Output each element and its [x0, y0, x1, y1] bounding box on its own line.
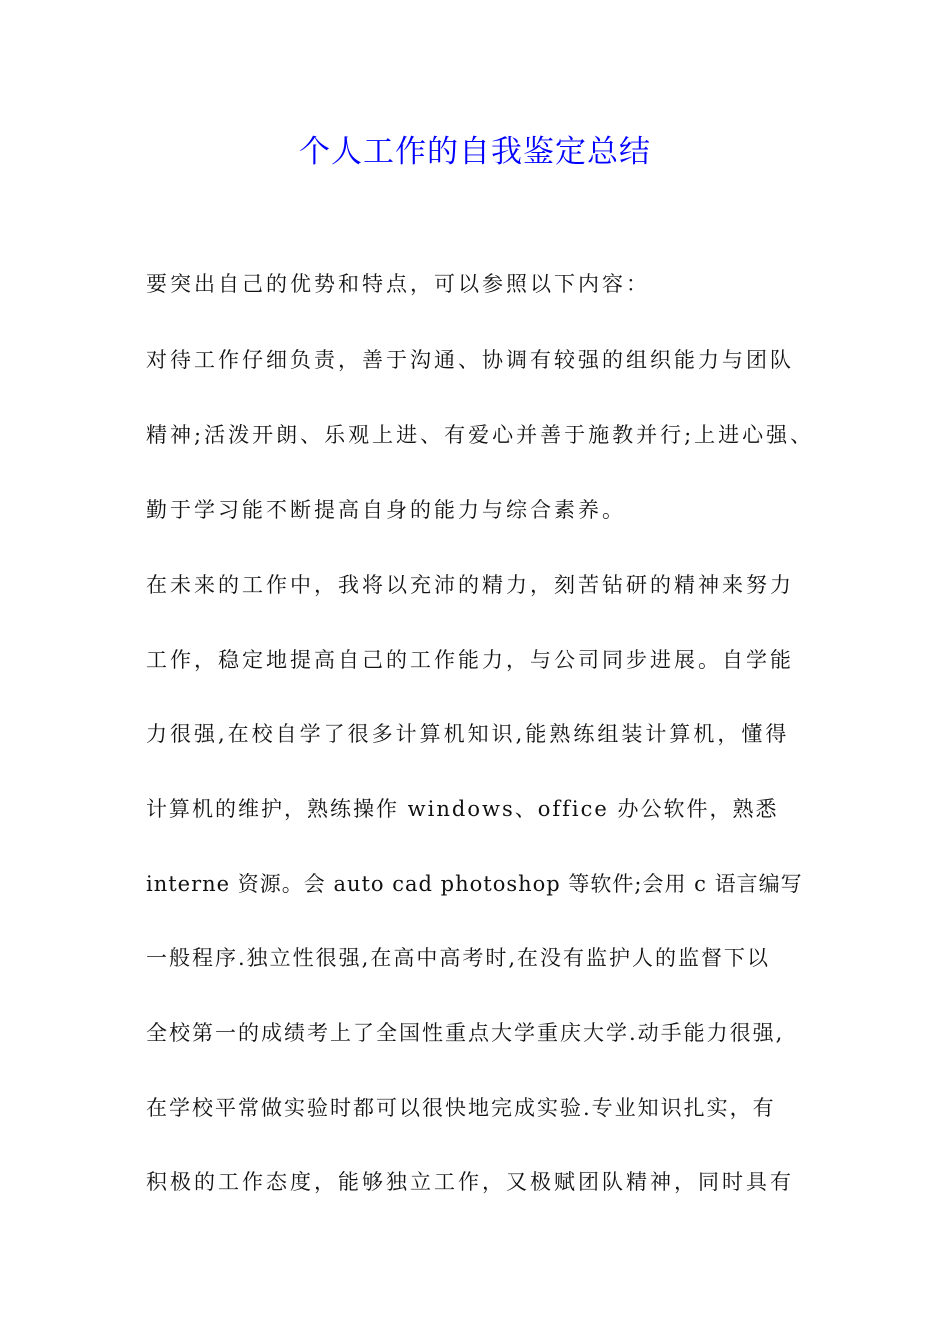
body-line: 一般程序.独立性很强,在高中高考时,在没有监护人的监督下以 — [146, 946, 771, 970]
body-line: interne 资源。会 auto cad photoshop 等软件;会用 c 语言编写 — [146, 872, 803, 896]
body-line: 勤于学习能不断提高自身的能力与综合素养。 — [146, 498, 626, 522]
body-line: 精神;活泼开朗、乐观上进、有爱心并善于施教并行;上进心强、 — [146, 423, 815, 447]
document-title: 个人工作的自我鉴定总结 — [299, 134, 651, 170]
body-line: 要突出自己的优势和特点，可以参照以下内容： — [146, 272, 650, 296]
body-line: 全校第一的成绩考上了全国性重点大学重庆大学.动手能力很强, — [146, 1021, 785, 1045]
body-line: 计算机的维护，熟练操作 windows、office 办公软件，熟悉 — [146, 797, 779, 821]
body-line: 在学校平常做实验时都可以很快地完成实验.专业知识扎实，有 — [146, 1096, 776, 1120]
body-line: 积极的工作态度，能够独立工作，又极赋团队精神，同时具有 — [146, 1170, 794, 1194]
body-line: 对待工作仔细负责，善于沟通、协调有较强的组织能力与团队 — [146, 348, 794, 372]
body-line: 工作，稳定地提高自己的工作能力，与公司同步进展。自学能 — [146, 648, 794, 672]
body-line: 力很强,在校自学了很多计算机知识,能熟练组装计算机，懂得 — [146, 722, 790, 746]
body-line: 在未来的工作中，我将以充沛的精力，刻苦钻研的精神来努力 — [146, 573, 794, 597]
